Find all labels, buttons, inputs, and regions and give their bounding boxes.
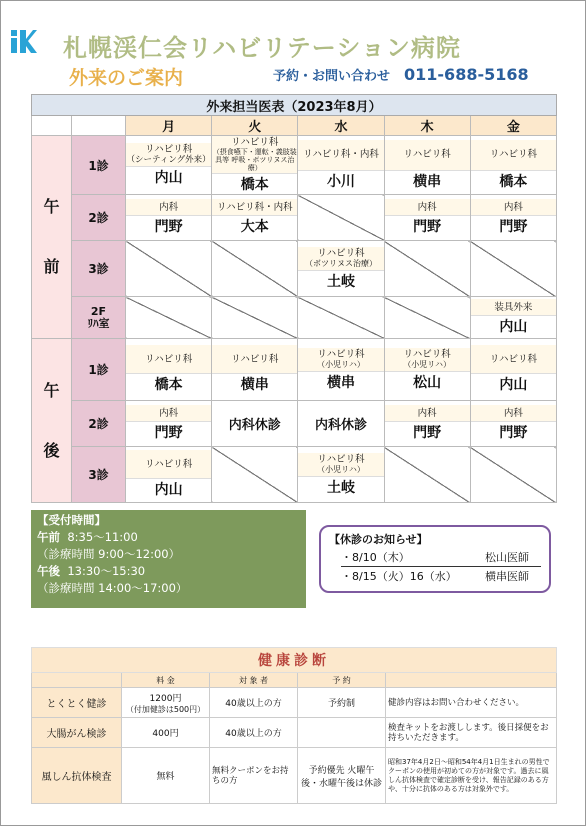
doctor-name: 土岐 <box>326 479 355 496</box>
doctor-name: 門野 <box>499 425 528 441</box>
empty-slot <box>126 241 212 297</box>
doctor-name: 土岐 <box>326 273 355 290</box>
closure-row: ・8/15（火）16（水） 横串医師 <box>341 566 541 584</box>
doctor-name: 横串 <box>413 173 442 190</box>
day-thu: 木 <box>384 116 470 136</box>
day-mon: 月 <box>126 116 212 136</box>
doctor-name: 橋本 <box>499 173 528 190</box>
empty-slot <box>298 195 384 241</box>
doctor-name: 小川 <box>326 173 355 190</box>
doctor-name: 内山 <box>499 319 528 335</box>
doctor-name: 橋本 <box>154 377 183 393</box>
day-wed: 水 <box>298 116 384 136</box>
schedule-title: 外来担当医表（2023年8月） <box>32 95 557 116</box>
slot-label: 3診 <box>72 241 126 297</box>
slot-label: 2F ﾘﾊ室 <box>72 297 126 339</box>
doctor-name: 門野 <box>413 219 442 235</box>
contact-label: 予約・お問い合わせ <box>273 69 391 84</box>
morning-label: 午 前 <box>32 136 72 339</box>
empty-slot <box>298 297 384 339</box>
empty-slot <box>212 447 298 503</box>
closed-text: 内科休診 <box>298 401 384 447</box>
empty-slot <box>126 297 212 339</box>
doctor-name: 横串 <box>240 377 269 393</box>
doctor-name: 門野 <box>154 425 183 441</box>
schedule-table: 外来担当医表（2023年8月） 月 火 水 木 金 午 前 1診 リハビリ科 （シーティング外来） 内山 リハビリ科 （摂食嚥下・運転・義肢装具等 呼吸・ボツリヌス治療） 橋本 リハビリ科・内科 小川 リハビリ科 横串 リハビリ科 橋本 2診 内科 門野 リハビリ科・内科 大本 内科 門野 内科 門野 3診 リハビリ科 （ボツリヌス治療） 土岐 2F ﾘﾊ室 装具外来 内山 午 後 1診 リハビリ科 橋本 リハビリ科 横串 リハビリ科 （小児リハ） 横串 リハビリ科 （小児リハ） 松山 リハビリ科 内山 2診 内科 門野 内科休診 内科休診 内科 門野 内科 門野 3診 リハビリ科 内山 リハビリ科 （小児リハ） 土岐 <box>31 94 557 503</box>
closure-notice <box>319 525 551 593</box>
closure-row: ・8/10（木） 松山医師 <box>341 551 529 564</box>
day-tue: 火 <box>212 116 298 136</box>
slot-label: 2診 <box>72 195 126 241</box>
closure-heading: 【休診のお知らせ】 <box>329 533 428 546</box>
reception-heading: 【受付時間】 <box>37 513 106 527</box>
slot-label: 3診 <box>72 447 126 503</box>
empty-slot <box>212 241 298 297</box>
closed-text: 内科休診 <box>212 401 298 447</box>
doctor-name: 松山 <box>413 374 442 391</box>
empty-slot <box>384 241 470 297</box>
doctor-name: 内山 <box>154 482 183 498</box>
page-subtitle: 外来のご案内 <box>69 67 184 89</box>
doctor-name: 大本 <box>240 219 269 235</box>
table-row: とくとく健診 1200円 （付加健診は500円） 40歳以上の方 予約制 健診内容はお問い合わせください。 <box>32 688 557 718</box>
table-row: 風しん抗体検査 無料 無料クーポンをお持ちの方 予約優先 火曜午後・水曜午後は休診 昭和37年4月2日～昭和54年4月1日生まれの男性でクーポンの使用が初めての方が対象です。過去に風しん抗体検査で確定診断を受け、報告記録のある方や、十分に抗体のある方は対象外です。 <box>32 748 557 804</box>
afternoon-label: 午 後 <box>32 339 72 503</box>
doctor-name: 門野 <box>413 425 442 441</box>
hospital-name: 札幌渓仁会リハビリテーション病院 <box>63 34 461 62</box>
empty-slot <box>384 447 470 503</box>
health-checkup-table: 健康診断 料 金 対 象 者 予 約 とくとく健診 1200円 （付加健診は500円） 40歳以上の方 予約制 健診内容はお問い合わせください。 大腸がん検診 400円 40歳以上の方 検査キットをお渡しします。後日採便をお持ちいただきます。 風しん抗体検査 無料 無料クーポンをお持ちの方 予約優先 火曜午後・水曜午後は休診 昭和37年4月2日～昭和54年4月1日生まれの男性でクーポンの使用が初めての方が対象です。過去に風しん抗体検査で確定診断を受け、報告記録のある方や、十分に抗体のある方は対象外です。 <box>31 647 557 804</box>
doctor-name: 門野 <box>154 219 183 235</box>
table-row: 大腸がん検診 400円 40歳以上の方 検査キットをお渡しします。後日採便をお持ちいただきます。 <box>32 718 557 748</box>
doctor-name: 内山 <box>154 170 183 186</box>
empty-slot <box>384 297 470 339</box>
contact-info <box>273 65 529 84</box>
phone-number[interactable]: 011-688-5168 <box>404 65 529 84</box>
empty-slot <box>470 241 556 297</box>
reception-hours: 【受付時間】 午前 8:35～11:00 （診療時間 9:00～12:00） 午後 13:30～15:30 （診療時間 14:00～17:00） <box>31 510 306 608</box>
slot-label: 1診 <box>72 339 126 401</box>
hospital-logo <box>9 27 37 55</box>
health-title: 健康診断 <box>32 648 557 673</box>
empty-slot <box>212 297 298 339</box>
doctor-name: 横串 <box>326 374 355 391</box>
slot-label: 1診 <box>72 136 126 195</box>
slot-label: 2診 <box>72 401 126 447</box>
doctor-name: 内山 <box>499 377 528 393</box>
doctor-name: 橋本 <box>240 177 269 193</box>
empty-slot <box>470 447 556 503</box>
day-fri: 金 <box>470 116 556 136</box>
doctor-name: 門野 <box>499 219 528 235</box>
